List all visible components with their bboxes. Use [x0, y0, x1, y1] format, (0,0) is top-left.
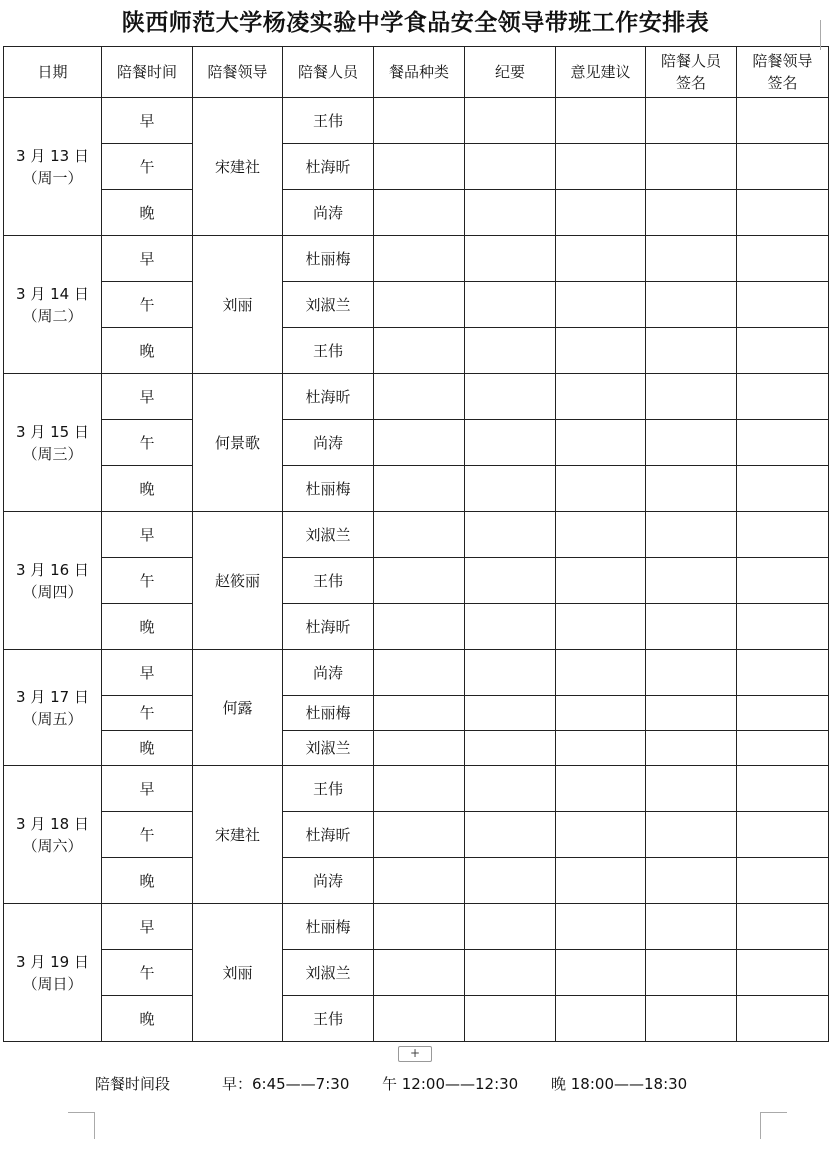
column-header: 陪餐领导 签名 — [737, 47, 829, 98]
meal-time-cell: 晚 — [102, 190, 193, 236]
staff-signature-cell[interactable] — [646, 696, 737, 731]
suggestion-cell[interactable] — [556, 374, 646, 420]
staff-signature-cell[interactable] — [646, 604, 737, 650]
table-row — [4, 696, 829, 731]
suggestion-cell[interactable] — [556, 466, 646, 512]
suggestion-cell[interactable] — [556, 812, 646, 858]
staff-signature-cell[interactable] — [646, 190, 737, 236]
legend-label: 陪餐时间段 — [95, 1075, 171, 1093]
minutes-cell[interactable] — [465, 904, 556, 950]
minutes-cell[interactable] — [465, 950, 556, 996]
staff-cell: 杜海昕 — [283, 144, 374, 190]
legend-lunch: 午 12:00——12:30 — [382, 1075, 519, 1093]
weekday-text: （周四） — [22, 582, 83, 601]
staff-cell: 尚涛 — [283, 190, 374, 236]
staff-cell: 杜丽梅 — [283, 236, 374, 282]
column-header: 陪餐时间 — [102, 47, 193, 98]
meal-time-cell: 午 — [102, 696, 193, 731]
staff-signature-cell[interactable] — [646, 950, 737, 996]
suggestion-cell[interactable] — [556, 731, 646, 766]
table-row — [4, 282, 829, 328]
leader-signature-cell[interactable] — [737, 328, 829, 374]
minutes-cell[interactable] — [465, 812, 556, 858]
minutes-cell[interactable] — [465, 282, 556, 328]
staff-signature-cell[interactable] — [646, 144, 737, 190]
meal-time-cell: 早 — [102, 236, 193, 282]
column-header: 陪餐领导 — [193, 47, 283, 98]
date-text: 3 月 15 日 — [16, 422, 89, 441]
leader-cell: 刘丽 — [193, 236, 283, 374]
staff-cell: 王伟 — [283, 98, 374, 144]
column-header: 陪餐人员 签名 — [646, 47, 737, 98]
meal-time-cell: 早 — [102, 98, 193, 144]
suggestion-cell[interactable] — [556, 858, 646, 904]
staff-signature-cell[interactable] — [646, 282, 737, 328]
weekday-text: （周三） — [22, 444, 83, 463]
staff-cell: 杜海昕 — [283, 812, 374, 858]
table-row — [4, 144, 829, 190]
minutes-cell[interactable] — [465, 512, 556, 558]
leader-cell: 何景歌 — [193, 374, 283, 512]
food-type-cell[interactable] — [374, 98, 465, 144]
staff-cell: 刘淑兰 — [283, 282, 374, 328]
weekday-text: （周二） — [22, 306, 83, 325]
weekday-text: （周六） — [22, 836, 83, 855]
staff-signature-cell[interactable] — [646, 812, 737, 858]
minutes-cell[interactable] — [465, 236, 556, 282]
staff-cell: 杜丽梅 — [283, 904, 374, 950]
suggestion-cell[interactable] — [556, 604, 646, 650]
minutes-cell[interactable] — [465, 650, 556, 696]
suggestion-cell[interactable] — [556, 420, 646, 466]
minutes-cell[interactable] — [465, 696, 556, 731]
leader-signature-cell[interactable] — [737, 466, 829, 512]
header-row — [4, 47, 829, 98]
weekday-text: （周五） — [22, 709, 83, 728]
table-row — [4, 904, 829, 950]
meal-time-cell: 午 — [102, 420, 193, 466]
leader-cell: 宋建社 — [193, 98, 283, 236]
schedule-table — [3, 46, 829, 1042]
food-type-cell[interactable] — [374, 996, 465, 1042]
meal-time-cell: 早 — [102, 650, 193, 696]
date-text: 3 月 14 日 — [16, 284, 89, 303]
date-text: 3 月 19 日 — [16, 952, 89, 971]
staff-cell: 尚涛 — [283, 420, 374, 466]
food-type-cell[interactable] — [374, 650, 465, 696]
food-type-cell[interactable] — [374, 812, 465, 858]
minutes-cell[interactable] — [465, 466, 556, 512]
column-header: 纪要 — [465, 47, 556, 98]
date-cell — [4, 904, 102, 1042]
leader-signature-cell[interactable] — [737, 766, 829, 812]
weekday-text: （周日） — [22, 974, 83, 993]
food-type-cell[interactable] — [374, 512, 465, 558]
leader-signature-cell[interactable] — [737, 731, 829, 766]
staff-signature-cell[interactable] — [646, 374, 737, 420]
add-row-button[interactable]: + — [398, 1046, 432, 1062]
leader-signature-cell[interactable] — [737, 696, 829, 731]
suggestion-cell[interactable] — [556, 328, 646, 374]
staff-signature-cell[interactable] — [646, 650, 737, 696]
staff-cell: 王伟 — [283, 996, 374, 1042]
suggestion-cell[interactable] — [556, 904, 646, 950]
leader-signature-cell[interactable] — [737, 144, 829, 190]
legend-dinner: 晚 18:00——18:30 — [551, 1075, 688, 1093]
meal-time-cell: 晚 — [102, 858, 193, 904]
table-row — [4, 558, 829, 604]
staff-cell: 王伟 — [283, 558, 374, 604]
page-corner-mark — [760, 1112, 787, 1139]
meal-time-cell: 晚 — [102, 604, 193, 650]
suggestion-cell[interactable] — [556, 512, 646, 558]
table-row — [4, 466, 829, 512]
minutes-cell[interactable] — [465, 766, 556, 812]
suggestion-cell[interactable] — [556, 282, 646, 328]
table-row — [4, 604, 829, 650]
meal-time-cell: 晚 — [102, 731, 193, 766]
staff-signature-cell[interactable] — [646, 328, 737, 374]
suggestion-cell[interactable] — [556, 190, 646, 236]
date-cell — [4, 98, 102, 236]
leader-signature-cell[interactable] — [737, 374, 829, 420]
date-text: 3 月 16 日 — [16, 560, 89, 579]
staff-signature-cell[interactable] — [646, 466, 737, 512]
table-row — [4, 328, 829, 374]
suggestion-cell[interactable] — [556, 766, 646, 812]
staff-cell: 刘淑兰 — [283, 950, 374, 996]
food-type-cell[interactable] — [374, 144, 465, 190]
table-row — [4, 996, 829, 1042]
table-row — [4, 858, 829, 904]
minutes-cell[interactable] — [465, 98, 556, 144]
meal-time-cell: 午 — [102, 144, 193, 190]
food-type-cell[interactable] — [374, 696, 465, 731]
page-edge-mark — [820, 20, 831, 50]
meal-time-cell: 晚 — [102, 328, 193, 374]
minutes-cell[interactable] — [465, 328, 556, 374]
food-type-cell[interactable] — [374, 858, 465, 904]
table-row — [4, 512, 829, 558]
table-row — [4, 812, 829, 858]
suggestion-cell[interactable] — [556, 144, 646, 190]
meal-time-cell: 早 — [102, 374, 193, 420]
staff-signature-cell[interactable] — [646, 98, 737, 144]
food-type-cell[interactable] — [374, 236, 465, 282]
staff-cell: 杜丽梅 — [283, 466, 374, 512]
staff-cell: 尚涛 — [283, 650, 374, 696]
food-type-cell[interactable] — [374, 328, 465, 374]
food-type-cell[interactable] — [374, 558, 465, 604]
leader-signature-cell[interactable] — [737, 282, 829, 328]
date-text: 3 月 18 日 — [16, 814, 89, 833]
suggestion-cell[interactable] — [556, 558, 646, 604]
column-header: 陪餐人员 — [283, 47, 374, 98]
date-text: 3 月 13 日 — [16, 146, 89, 165]
suggestion-cell[interactable] — [556, 950, 646, 996]
minutes-cell[interactable] — [465, 144, 556, 190]
column-header: 餐品种类 — [374, 47, 465, 98]
food-type-cell[interactable] — [374, 420, 465, 466]
food-type-cell[interactable] — [374, 190, 465, 236]
table-row — [4, 98, 829, 144]
table-row — [4, 731, 829, 766]
minutes-cell[interactable] — [465, 190, 556, 236]
date-cell — [4, 766, 102, 904]
page-corner-mark — [68, 1112, 95, 1139]
food-type-cell[interactable] — [374, 604, 465, 650]
food-type-cell[interactable] — [374, 904, 465, 950]
leader-cell: 何露 — [193, 650, 283, 766]
meal-time-cell: 晚 — [102, 466, 193, 512]
staff-signature-cell[interactable] — [646, 420, 737, 466]
staff-cell: 刘淑兰 — [283, 512, 374, 558]
staff-signature-cell[interactable] — [646, 512, 737, 558]
column-header: 日期 — [4, 47, 102, 98]
leader-signature-cell[interactable] — [737, 190, 829, 236]
suggestion-cell[interactable] — [556, 696, 646, 731]
staff-signature-cell[interactable] — [646, 731, 737, 766]
date-cell — [4, 236, 102, 374]
suggestion-cell[interactable] — [556, 650, 646, 696]
staff-cell: 杜丽梅 — [283, 696, 374, 731]
staff-signature-cell[interactable] — [646, 996, 737, 1042]
leader-signature-cell[interactable] — [737, 858, 829, 904]
food-type-cell[interactable] — [374, 950, 465, 996]
leader-signature-cell[interactable] — [737, 98, 829, 144]
meal-time-cell: 午 — [102, 950, 193, 996]
legend-breakfast: 早：6:45——7:30 — [222, 1075, 350, 1093]
minutes-cell[interactable] — [465, 858, 556, 904]
food-type-cell[interactable] — [374, 466, 465, 512]
suggestion-cell[interactable] — [556, 236, 646, 282]
table-row — [4, 374, 829, 420]
document-title: 陕西师范大学杨凌实验中学食品安全领导带班工作安排表 — [121, 9, 710, 36]
suggestion-cell[interactable] — [556, 98, 646, 144]
staff-cell: 王伟 — [283, 328, 374, 374]
leader-signature-cell[interactable] — [737, 558, 829, 604]
leader-signature-cell[interactable] — [737, 512, 829, 558]
leader-signature-cell[interactable] — [737, 604, 829, 650]
meal-time-cell: 午 — [102, 282, 193, 328]
leader-signature-cell[interactable] — [737, 236, 829, 282]
food-type-cell[interactable] — [374, 374, 465, 420]
leader-signature-cell[interactable] — [737, 650, 829, 696]
staff-signature-cell[interactable] — [646, 904, 737, 950]
meal-time-cell: 早 — [102, 512, 193, 558]
suggestion-cell[interactable] — [556, 996, 646, 1042]
minutes-cell[interactable] — [465, 558, 556, 604]
minutes-cell[interactable] — [465, 374, 556, 420]
meal-time-cell: 早 — [102, 904, 193, 950]
date-cell — [4, 374, 102, 512]
leader-signature-cell[interactable] — [737, 904, 829, 950]
leader-cell: 刘丽 — [193, 904, 283, 1042]
leader-signature-cell[interactable] — [737, 950, 829, 996]
meal-time-cell: 午 — [102, 812, 193, 858]
staff-signature-cell[interactable] — [646, 558, 737, 604]
weekday-text: （周一） — [22, 168, 83, 187]
minutes-cell[interactable] — [465, 731, 556, 766]
date-text: 3 月 17 日 — [16, 687, 89, 706]
staff-cell: 尚涛 — [283, 858, 374, 904]
meal-time-cell: 午 — [102, 558, 193, 604]
table-row — [4, 236, 829, 282]
leader-cell: 宋建社 — [193, 766, 283, 904]
minutes-cell[interactable] — [465, 604, 556, 650]
table-row — [4, 766, 829, 812]
column-header: 意见建议 — [556, 47, 646, 98]
minutes-cell[interactable] — [465, 420, 556, 466]
food-type-cell[interactable] — [374, 766, 465, 812]
staff-cell: 杜海昕 — [283, 374, 374, 420]
staff-signature-cell[interactable] — [646, 766, 737, 812]
leader-signature-cell[interactable] — [737, 996, 829, 1042]
meal-time-cell: 晚 — [102, 996, 193, 1042]
meal-time-cell: 早 — [102, 766, 193, 812]
food-type-cell[interactable] — [374, 731, 465, 766]
date-cell — [4, 512, 102, 650]
table-row — [4, 420, 829, 466]
staff-cell: 刘淑兰 — [283, 731, 374, 766]
food-type-cell[interactable] — [374, 282, 465, 328]
leader-cell: 赵筱丽 — [193, 512, 283, 650]
minutes-cell[interactable] — [465, 996, 556, 1042]
staff-cell: 王伟 — [283, 766, 374, 812]
staff-signature-cell[interactable] — [646, 858, 737, 904]
date-cell — [4, 650, 102, 766]
table-row — [4, 190, 829, 236]
table-row — [4, 950, 829, 996]
leader-signature-cell[interactable] — [737, 420, 829, 466]
staff-signature-cell[interactable] — [646, 236, 737, 282]
staff-cell: 杜海昕 — [283, 604, 374, 650]
table-row — [4, 650, 829, 696]
leader-signature-cell[interactable] — [737, 812, 829, 858]
